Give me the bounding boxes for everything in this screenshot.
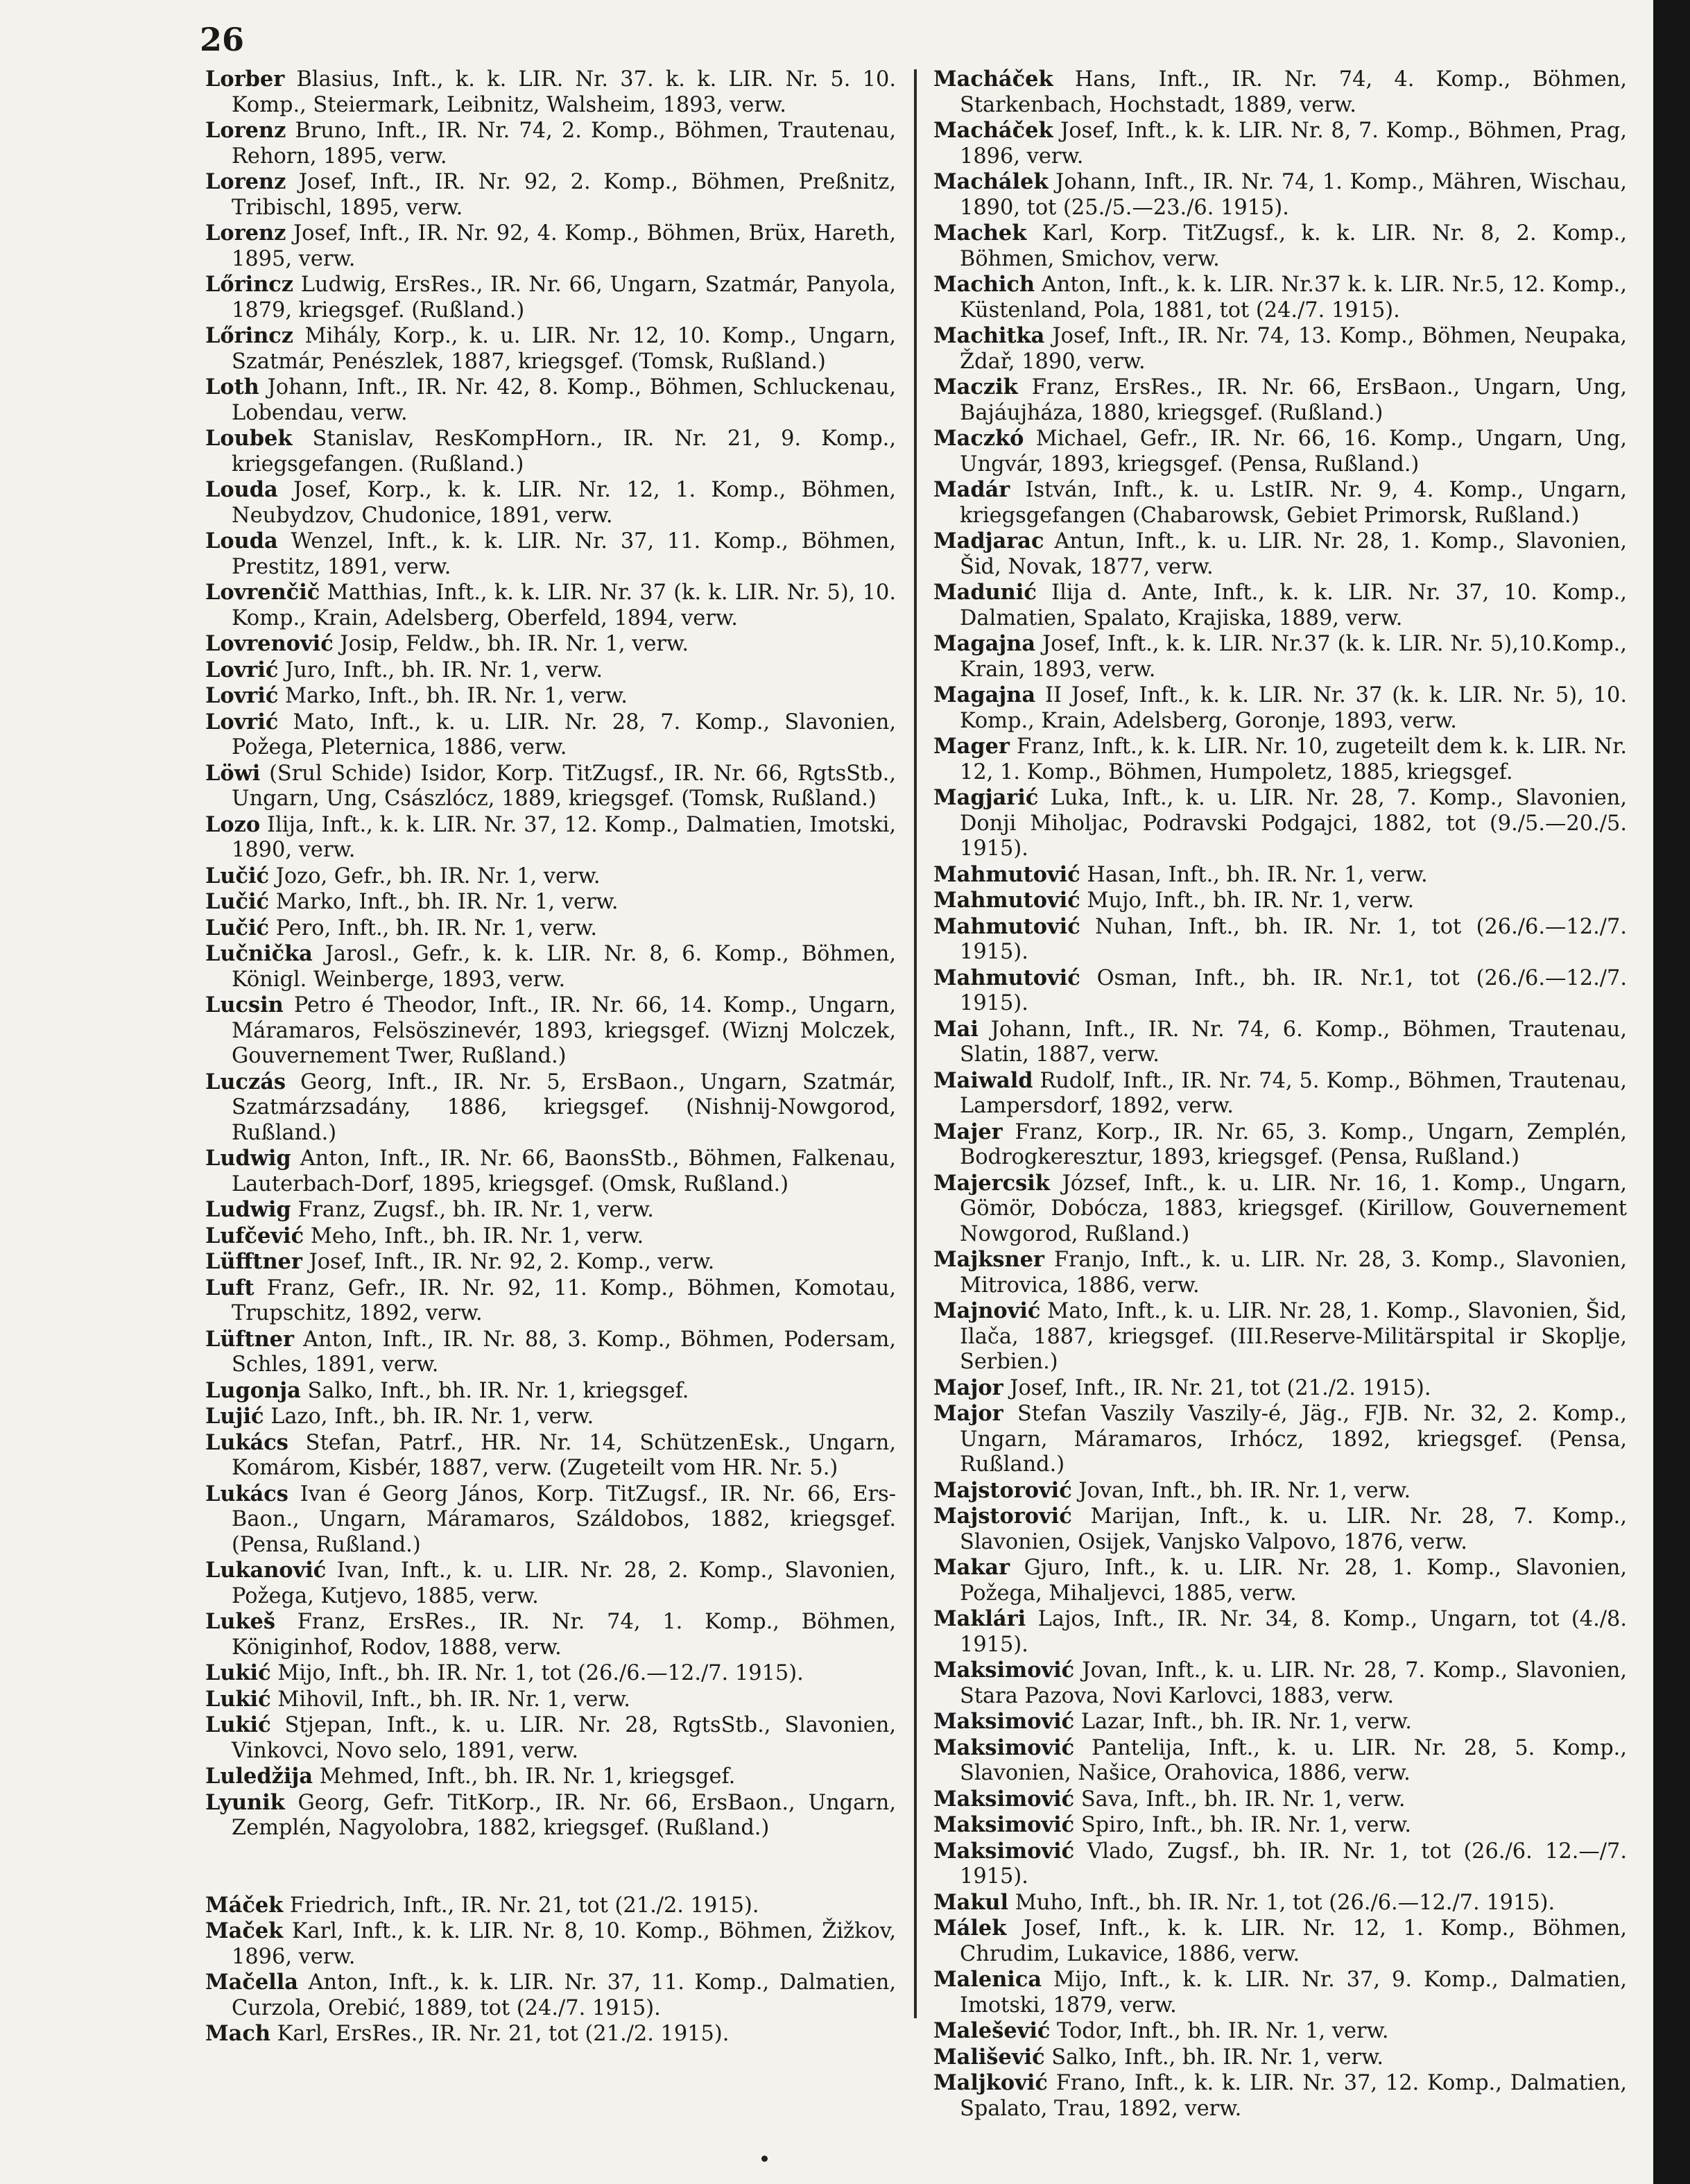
entry-details: Mijo, Inft., bh. IR. Nr. 1, tot (26./6.—12./7. 1915). (277, 1661, 804, 1685)
entry-details: Stefan, Patrf., HR. Nr. 14, SchützenEsk., Ungarn, Komárom, Kisbér, 1887, verw. (Zugeteilt vom HR. Nr. 5.) (232, 1430, 896, 1480)
list-item (933, 1119, 1627, 1171)
list-item (205, 375, 896, 426)
entry-surname: Lufčević (205, 1223, 304, 1248)
list-item (933, 862, 1627, 888)
entry-surname: Magajna (933, 631, 1036, 656)
entry-surname: Maljković (933, 2070, 1048, 2095)
entry-details: Lazo, Inft., bh. IR. Nr. 1, verw. (270, 1404, 594, 1429)
section-gap (205, 1841, 896, 1893)
entry-details: Marijan, Inft., k. u. LIR. Nr. 28, 7. Komp., Slavonien, Osijek, Vanjsko Valpovo, 1876, verw. (960, 1504, 1627, 1554)
list-item (933, 1967, 1627, 2018)
entry-surname: Lozo (205, 811, 261, 837)
entry-surname: Magajna (933, 682, 1036, 707)
list-item (205, 1275, 896, 1327)
list-item (205, 863, 896, 890)
entry-surname: Macháček (933, 118, 1053, 143)
entry-details: Mehmed, Inft., bh. IR. Nr. 1, kriegsgef. (319, 1764, 736, 1789)
entry-details: Salko, Inft., bh. IR. Nr. 1, kriegsgef. (307, 1378, 689, 1403)
list-item (205, 710, 896, 761)
entry-details: Johann, Inft., IR. Nr. 74, 1. Komp., Mähren, Wischau, 1890, tot (25./5.—23./6. 1915). (960, 170, 1627, 220)
entry-details: Mato, Inft., k. u. LIR. Nr. 28, 7. Komp., Slavonien, Požega, Pleternica, 1886, verw. (232, 710, 896, 759)
entry-details: Mihály, Korp., k. u. LIR. Nr. 12, 10. Komp., Ungarn, Szatmár, Penészlek, 1887, kriegsgef. (Tomsk, Rußland.) (232, 324, 896, 374)
entry-details: Muho, Inft., bh. IR. Nr. 1, tot (26./6.—12./7. 1915). (1015, 1890, 1555, 1915)
entry-surname: Maklári (933, 1606, 1026, 1631)
entry-details: Marko, Inft., bh. IR. Nr. 1, verw. (285, 684, 628, 708)
entry-surname: Majer (933, 1119, 1003, 1144)
list-item (933, 631, 1627, 682)
entry-surname: Lučić (205, 863, 270, 888)
list-item (933, 1068, 1627, 1119)
entry-surname: Lučnička (205, 941, 313, 966)
list-item (205, 477, 896, 528)
entry-details: Vlado, Zugsf., bh. IR. Nr. 1, tot (26./6. 12.—/7. 1915). (960, 1839, 1627, 1889)
list-item (205, 1197, 896, 1223)
entry-details: Juro, Inft., bh. IR. Nr. 1, verw. (285, 657, 603, 682)
list-item (933, 67, 1627, 118)
entry-surname: Lüfftner (205, 1249, 302, 1274)
entry-details: Bruno, Inft., IR. Nr. 74, 2. Komp., Böhmen, Trautenau, Rehorn, 1895, verw. (232, 119, 896, 169)
entry-details: Sava, Inft., bh. IR. Nr. 1, verw. (1080, 1787, 1406, 1812)
entry-surname: Maczik (933, 375, 1018, 399)
entry-details: Ivan, Inft., k. u. LIR. Nr. 28, 2. Komp., Slavonien, Požega, Kutjevo, 1885, verw. (232, 1558, 896, 1608)
list-item (933, 272, 1627, 323)
entry-surname: Machitka (933, 323, 1045, 348)
list-item (933, 477, 1627, 528)
entry-details: Petro é Theodor, Inft., IR. Nr. 66, 14. Komp., Ungarn, Máramaros, Felsöszinevér, 1893, kriegsgef. (Wiznj Molczek, Gouvernement Twer, Rußland.) (232, 993, 896, 1068)
entry-details: Josip, Feldw., bh. IR. Nr. 1, verw. (340, 632, 689, 656)
list-item (205, 1918, 896, 1970)
entry-surname: Maczkó (933, 426, 1024, 451)
list-item (205, 67, 896, 118)
entry-surname: Málek (933, 1916, 1007, 1941)
entry-surname: Mach (205, 2021, 270, 2046)
list-item (933, 1504, 1627, 1555)
list-item (205, 1378, 896, 1404)
entry-details: Marko, Inft., bh. IR. Nr. 1, verw. (275, 890, 619, 914)
entry-surname: Lorenz (205, 169, 286, 194)
entry-details: Jovan, Inft., bh. IR. Nr. 1, verw. (1078, 1478, 1411, 1503)
entry-surname: Lovrić (205, 709, 279, 734)
page-mark (761, 2156, 768, 2162)
entry-details: Ilija d. Ante, Inft., k. k. LIR. Nr. 37, 10. Komp., Dalmatien, Spalato, Krajiska, 1889, verw. (960, 581, 1627, 630)
entry-surname: Lőrincz (205, 272, 294, 297)
entry-details: Stanislav, ResKompHorn., IR. Nr. 21, 9. Komp., kriegsgefangen. (Rußland.) (232, 427, 896, 476)
list-item (933, 888, 1627, 914)
list-item (205, 1558, 896, 1609)
entry-details: Ivan é Georg János, Korp. TitZugsf., IR. Nr. 66, Ers-Baon., Ungarn, Máramaros, Száldobos, 1882, kriegsgef. (Pensa, Rußland.) (232, 1481, 896, 1557)
entry-surname: Luft (205, 1275, 255, 1300)
entry-details: Josef, Inft., IR. Nr. 74, 13. Komp., Böhmen, Neupaka, Ždař, 1890, verw. (960, 324, 1627, 374)
list-item (205, 323, 896, 375)
entry-details: Spiro, Inft., bh. IR. Nr. 1, verw. (1080, 1813, 1412, 1837)
entry-surname: Mahmutović (933, 965, 1080, 990)
list-item (933, 1916, 1627, 1967)
entry-surname: Major (933, 1401, 1003, 1426)
entry-surname: Makar (933, 1555, 1010, 1580)
entry-surname: Lovrić (205, 683, 279, 708)
entry-surname: Machek (933, 221, 1027, 246)
entry-details: Antun, Inft., k. u. LIR. Nr. 28, 1. Komp., Slavonien, Šid, Novak, 1877, verw. (960, 529, 1627, 579)
entry-details: Friedrich, Inft., IR. Nr. 21, tot (21./2. 1915). (289, 1893, 759, 1918)
entry-surname: Maček (205, 1918, 284, 1943)
list-item (205, 631, 896, 657)
list-item (933, 1555, 1627, 1606)
entry-surname: Majksner (933, 1247, 1044, 1272)
entry-details: Mato, Inft., k. u. LIR. Nr. 28, 1. Komp., Slavonien, Šid, Ilača, 1887, kriegsgef. (III.Reserve-Militärspital ir Skoplje, Serbien.) (960, 1299, 1627, 1374)
entry-surname: Lyunik (205, 1789, 285, 1815)
entry-details: Mujo, Inft., bh. IR. Nr. 1, verw. (1087, 888, 1415, 913)
entry-details: Gjuro, Inft., k. u. LIR. Nr. 28, 1. Komp., Slavonien, Požega, Mihaljevci, 1885, verw. (960, 1556, 1627, 1606)
entry-details: Jovan, Inft., k. u. LIR. Nr. 28, 7. Komp., Slavonien, Stara Pazova, Novi Karlovci, 1883, verw. (960, 1658, 1627, 1708)
list-item (933, 1890, 1627, 1916)
entry-surname: Maksimović (933, 1838, 1075, 1864)
entry-details: Pantelija, Inft., k. u. LIR. Nr. 28, 5. Komp., Slavonien, Našice, Orahovica, 1886, verw. (960, 1735, 1627, 1785)
entry-surname: Lugonja (205, 1377, 301, 1403)
left-column (205, 67, 896, 2047)
entry-details: Josef, Inft., IR. Nr. 21, tot (21./2. 1915). (1010, 1375, 1431, 1400)
entry-surname: Lukić (205, 1660, 271, 1685)
list-item (205, 169, 896, 221)
list-item (933, 1171, 1627, 1248)
list-item (205, 889, 896, 915)
list-item (933, 2045, 1627, 2071)
list-item (933, 580, 1627, 631)
entry-details: Osman, Inft., bh. IR. Nr.1, tot (26./6.—12./7. 1915). (960, 965, 1627, 1015)
entry-details: Franjo, Inft., k. u. LIR. Nr. 28, 3. Komp., Slavonien, Mitrovica, 1886, verw. (960, 1248, 1627, 1298)
list-item (933, 1606, 1627, 1658)
entry-surname: Mager (933, 734, 1010, 759)
entry-surname: Maiwald (933, 1067, 1033, 1093)
entry-surname: Loth (205, 375, 259, 399)
entry-details: Josef, Inft., k. k. LIR. Nr.37 (k. k. LIR. Nr. 5),10.Komp., Krain, 1893, verw. (960, 632, 1627, 682)
entry-surname: Loubek (205, 426, 293, 451)
list-item (205, 1146, 896, 1197)
entry-details: Josef, Korp., k. k. LIR. Nr. 12, 1. Komp., Böhmen, Neubydzov, Chudonice, 1891, verw. (232, 478, 896, 528)
entry-surname: Macháček (933, 67, 1053, 92)
entry-surname: Madjarac (933, 528, 1044, 553)
entry-details: Johann, Inft., IR. Nr. 74, 6. Komp., Böhmen, Trautenau, Slatin, 1887, verw. (960, 1017, 1627, 1067)
entry-surname: Luczás (205, 1069, 286, 1094)
list-item (205, 1660, 896, 1687)
entry-details: Rudolf, Inft., IR. Nr. 74, 5. Komp., Böhmen, Trautenau, Lampersdorf, 1892, verw. (960, 1068, 1627, 1118)
entry-details: Karl, Korp. TitZugsf., k. k. LIR. Nr. 8, 2. Komp., Böhmen, Smichov, verw. (960, 221, 1627, 271)
list-item (205, 2021, 896, 2047)
list-item (205, 1764, 896, 1790)
list-item (205, 657, 896, 684)
entry-surname: Lujić (205, 1404, 264, 1429)
list-item (933, 1812, 1627, 1839)
entry-surname: Lukanović (205, 1558, 327, 1583)
entry-surname: Maksimović (933, 1812, 1075, 1837)
column-divider (914, 69, 917, 2018)
entry-details: Ludwig, ErsRes., IR. Nr. 66, Ungarn, Szatmár, Panyola, 1879, kriegsgef. (Rußland.) (232, 273, 896, 323)
entry-details: Karl, Inft., k. k. LIR. Nr. 8, 10. Komp., Böhmen, Žižkov, 1896, verw. (232, 1919, 896, 1969)
entry-details: Anton, Inft., IR. Nr. 66, BaonsStb., Böhmen, Falkenau, Lauterbach-Dorf, 1895, kriegsgef. (Omsk, Rußland.) (232, 1146, 896, 1196)
entry-surname: Lüftner (205, 1326, 295, 1352)
entry-details: Hans, Inft., IR. Nr. 74, 4. Komp., Böhmen, Starkenbach, Hochstadt, 1889, verw. (960, 67, 1627, 117)
entry-details: Johann, Inft., IR. Nr. 42, 8. Komp., Böhmen, Schluckenau, Lobendau, verw. (232, 375, 896, 425)
entry-surname: Madunić (933, 580, 1037, 605)
entry-details: Jarosl., Gefr., k. k. LIR. Nr. 8, 6. Komp., Böhmen, Königl. Weinberge, 1893, verw. (232, 942, 896, 992)
entry-surname: Madár (933, 477, 1010, 502)
list-item (933, 1839, 1627, 1890)
entry-surname: Maksimović (933, 1786, 1075, 1812)
list-item (205, 1790, 896, 1841)
entry-details: Franz, Inft., k. k. LIR. Nr. 10, zugeteilt dem k. k. LIR. Nr. 12, 1. Komp., Böhmen, Humpoletz, 1885, kriegsgef. (960, 734, 1627, 784)
entry-details: Franz, Zugsf., bh. IR. Nr. 1, verw. (298, 1198, 654, 1222)
list-item (205, 272, 896, 323)
entry-surname: Lukács (205, 1429, 288, 1455)
list-item (205, 915, 896, 942)
list-item (933, 1709, 1627, 1735)
list-item (205, 426, 896, 477)
list-item (205, 528, 896, 580)
list-item (933, 323, 1627, 375)
entry-surname: Majnović (933, 1298, 1041, 1323)
entry-details: Georg, Inft., IR. Nr. 5, ErsBaon., Ungarn, Szatmár, Szatmárzsadány, 1886, kriegsgef. (Nishnij-Nowgorod, Rußland.) (232, 1069, 896, 1145)
entry-surname: Lukeš (205, 1609, 275, 1634)
entry-details: Matthias, Inft., k. k. LIR. Nr. 37 (k. k. LIR. Nr. 5), 10. Komp., Krain, Adelsberg, Oberfeld, 1894, verw. (232, 581, 896, 630)
entry-details: Luka, Inft., k. u. LIR. Nr. 28, 7. Komp., Slavonien, Donji Miholjac, Podravski Podgajci, 1882, tot (9./5.—20./5. 1915). (960, 786, 1627, 861)
list-item (205, 221, 896, 272)
list-item (933, 734, 1627, 785)
entry-surname: Lorenz (205, 221, 286, 246)
list-item (205, 1893, 896, 1919)
list-item (933, 785, 1627, 862)
entry-surname: Machich (933, 272, 1035, 297)
entry-surname: Malešević (933, 2018, 1051, 2043)
entry-details: Wenzel, Inft., k. k. LIR. Nr. 37, 11. Komp., Böhmen, Prestitz, 1891, verw. (232, 529, 896, 579)
entry-surname: Mai (933, 1016, 978, 1042)
list-item (933, 2018, 1627, 2045)
entry-details: Lajos, Inft., IR. Nr. 34, 8. Komp., Ungarn, tot (4./8. 1915). (960, 1607, 1627, 1657)
entry-details: Mijo, Inft., k. k. LIR. Nr. 37, 9. Komp., Dalmatien, Imotski, 1879, verw. (960, 1968, 1627, 2018)
entry-surname: Makul (933, 1889, 1009, 1915)
entry-details: Josef, Inft., k. k. LIR. Nr. 8, 7. Komp., Böhmen, Prag, 1896, verw. (960, 119, 1627, 169)
list-item (933, 965, 1627, 1017)
entry-details: Jozo, Gefr., bh. IR. Nr. 1, verw. (275, 863, 601, 888)
entry-surname: Ludwig (205, 1197, 291, 1222)
list-item (205, 1249, 896, 1275)
entry-surname: Lukić (205, 1712, 271, 1737)
list-item (205, 1069, 896, 1146)
entry-surname: Lovrenčič (205, 580, 320, 605)
entry-surname: Maksimović (933, 1658, 1075, 1683)
scan-border (1653, 0, 1690, 2184)
entry-details: István, Inft., k. u. LstIR. Nr. 9, 4. Komp., Ungarn, kriegsgefangen (Chabarowsk, Gebiet Primorsk, Rußland.) (960, 478, 1627, 528)
list-item (933, 1375, 1627, 1402)
list-item (205, 580, 896, 631)
list-item (205, 1609, 896, 1660)
entry-details: Franz, Gefr., IR. Nr. 92, 11. Komp., Böhmen, Komotau, Trupschitz, 1892, verw. (232, 1275, 896, 1325)
entry-details: Josef, Inft., IR. Nr. 92, 2. Komp., Böhmen, Preßnitz, Tribischl, 1895, verw. (232, 170, 897, 220)
entry-surname: Louda (205, 477, 278, 502)
entry-surname: Mahmutović (933, 913, 1080, 939)
list-item (933, 914, 1627, 965)
entry-surname: Löwi (205, 760, 261, 786)
list-item (205, 1712, 896, 1764)
entry-surname: Lorenz (205, 118, 286, 143)
entry-surname: Malenica (933, 1967, 1042, 1992)
list-item (933, 1735, 1627, 1787)
list-item (205, 812, 896, 863)
list-item (205, 1404, 896, 1430)
entry-details: Blasius, Inft., k. k. LIR. Nr. 37. k. k. LIR. Nr. 5. 10. Komp., Steiermark, Leibnitz, Walsheim, 1893, verw. (232, 67, 896, 117)
list-item (933, 2070, 1627, 2122)
list-item (933, 1247, 1627, 1298)
entry-surname: Lučić (205, 889, 270, 914)
list-item (933, 118, 1627, 169)
entry-details: Pero, Inft., bh. IR. Nr. 1, verw. (275, 915, 597, 940)
list-item (205, 1481, 896, 1558)
entry-details: Franz, ErsRes., IR. Nr. 74, 1. Komp., Böhmen, Königinhof, Rodov, 1888, verw. (232, 1610, 896, 1660)
list-item (933, 682, 1627, 734)
entry-surname: Louda (205, 528, 278, 553)
list-item (205, 683, 896, 710)
entry-details: Josef, Inft., IR. Nr. 92, 4. Komp., Böhmen, Brüx, Hareth, 1895, verw. (232, 221, 896, 271)
entry-details: Stjepan, Inft., k. u. LIR. Nr. 28, RgtsStb., Slavonien, Vinkovci, Novo selo, 1891, verw. (232, 1713, 896, 1763)
entry-surname: Lučić (205, 915, 270, 940)
entry-surname: Lukić (205, 1686, 271, 1712)
list-item (205, 1687, 896, 1713)
list-item (205, 941, 896, 992)
entry-surname: Luledžija (205, 1764, 313, 1789)
list-item (205, 118, 896, 169)
entry-details: Nuhan, Inft., bh. IR. Nr. 1, tot (26./6.—12./7. 1915). (960, 914, 1627, 964)
list-item (933, 375, 1627, 426)
entry-details: Salko, Inft., bh. IR. Nr. 1, verw. (1051, 2045, 1384, 2070)
list-item (205, 1223, 896, 1250)
entry-surname: Majstorović (933, 1504, 1072, 1529)
list-item (205, 1970, 896, 2021)
entry-surname: Magjarić (933, 785, 1039, 810)
entry-details: Mihovil, Inft., bh. IR. Nr. 1, verw. (277, 1687, 630, 1712)
entry-details: Josef, Inft., k. k. LIR. Nr. 12, 1. Komp., Böhmen, Chrudim, Lukavice, 1886, verw. (960, 1916, 1627, 1966)
entry-details: Meho, Inft., bh. IR. Nr. 1, verw. (310, 1223, 644, 1248)
entry-details: Josef, Inft., IR. Nr. 92, 2. Komp., verw. (309, 1250, 715, 1274)
list-item (933, 221, 1627, 272)
list-item (933, 1787, 1627, 1813)
right-column (933, 67, 1627, 2122)
entry-details: Lazar, Inft., bh. IR. Nr. 1, verw. (1080, 1710, 1412, 1734)
entry-details: Frano, Inft., k. k. LIR. Nr. 37, 12. Komp., Dalmatien, Spalato, Trau, 1892, verw. (960, 2071, 1627, 2121)
entry-details: Ilija, Inft., k. k. LIR. Nr. 37, 12. Komp., Dalmatien, Imotski, 1890, verw. (232, 812, 896, 862)
entry-details: Anton, Inft., IR. Nr. 88, 3. Komp., Böhmen, Podersam, Schles, 1891, verw. (232, 1327, 896, 1377)
entry-surname: Major (933, 1375, 1003, 1400)
entry-surname: Mališević (933, 2044, 1045, 2070)
entry-details: (Srul Schide) Isidor, Korp. TitZugsf., IR. Nr. 66, RgtsStb., Ungarn, Ung, Császlócz, 1889, kriegsgef. (Tomsk, Rußland.) (232, 761, 896, 811)
entry-surname: Máček (205, 1892, 284, 1918)
list-item (933, 169, 1627, 221)
entry-details: Michael, Gefr., IR. Nr. 66, 16. Komp., Ungarn, Ung, Ungvár, 1893, kriegsgef. (Pensa, Rußland.) (960, 427, 1627, 476)
entry-details: Franz, ErsRes., IR. Nr. 66, ErsBaon., Ungarn, Ung, Bajáujháza, 1880, kriegsgef. (Rußland.) (960, 375, 1628, 425)
entry-details: Hasan, Inft., bh. IR. Nr. 1, verw. (1087, 862, 1428, 887)
entry-details: József, Inft., k. u. LIR. Nr. 16, 1. Komp., Ungarn, Gömör, Dobócza, 1883, kriegsgef. (Kirillow, Gouvernement Nowgorod, Rußland.) (960, 1171, 1627, 1246)
list-item (205, 761, 896, 812)
entry-surname: Maksimović (933, 1735, 1075, 1760)
entry-surname: Lorber (205, 67, 285, 92)
entry-surname: Lukács (205, 1481, 288, 1506)
list-item (933, 426, 1627, 477)
entry-details: Franz, Korp., IR. Nr. 65, 3. Komp., Ungarn, Zemplén, Bodrogkeresztur, 1893, kriegsgef. (Pensa, Rußland.) (960, 1119, 1627, 1169)
entry-details: Georg, Gefr. TitKorp., IR. Nr. 66, ErsBaon., Ungarn, Zemplén, Nagyolobra, 1882, kriegsgef. (Rußland.) (232, 1790, 896, 1840)
entry-surname: Mačella (205, 1970, 298, 1995)
entry-details: Anton, Inft., k. k. LIR. Nr. 37, 11. Komp., Dalmatien, Curzola, Orebić, 1889, tot (24./7. 1915). (232, 1970, 896, 2020)
list-item (933, 1298, 1627, 1375)
entry-surname: Lovrenović (205, 631, 334, 656)
entry-surname: Majercsik (933, 1170, 1050, 1196)
page-number: 26 (200, 21, 245, 58)
entry-details: Karl, ErsRes., IR. Nr. 21, tot (21./2. 1915). (277, 2022, 730, 2046)
entry-surname: Ludwig (205, 1146, 291, 1171)
list-item (933, 1658, 1627, 1709)
entry-details: Stefan Vaszily Vaszily-é, Jäg., FJB. Nr. 32, 2. Komp., Ungarn, Máramaros, Irhócz, 1892, kriegsgef. (Pensa, Rußland.) (960, 1402, 1627, 1477)
list-item (205, 1327, 896, 1378)
entry-surname: Maksimović (933, 1709, 1075, 1734)
entry-surname: Lőrincz (205, 323, 294, 348)
entry-details: Anton, Inft., k. k. LIR. Nr.37 k. k. LIR. Nr.5, 12. Komp., Küstenland, Pola, 1881, tot (24./7. 1915). (960, 273, 1627, 323)
entry-surname: Lucsin (205, 992, 284, 1017)
list-item (933, 1017, 1627, 1068)
entry-surname: Machálek (933, 169, 1049, 194)
entry-surname: Mahmutović (933, 888, 1080, 913)
entry-surname: Majstorović (933, 1477, 1072, 1503)
list-item (933, 1401, 1627, 1478)
list-item (205, 992, 896, 1069)
entry-details: Todor, Inft., bh. IR. Nr. 1, verw. (1057, 2019, 1389, 2043)
entry-details: II Josef, Inft., k. k. LIR. Nr. 37 (k. k. LIR. Nr. 5), 10. Komp., Krain, Adelsberg, Goronje, 1893, verw. (960, 683, 1627, 733)
entry-surname: Mahmutović (933, 861, 1080, 887)
list-item (933, 1478, 1627, 1504)
list-item (933, 528, 1627, 580)
list-item (205, 1430, 896, 1481)
entry-surname: Lovrić (205, 657, 279, 682)
